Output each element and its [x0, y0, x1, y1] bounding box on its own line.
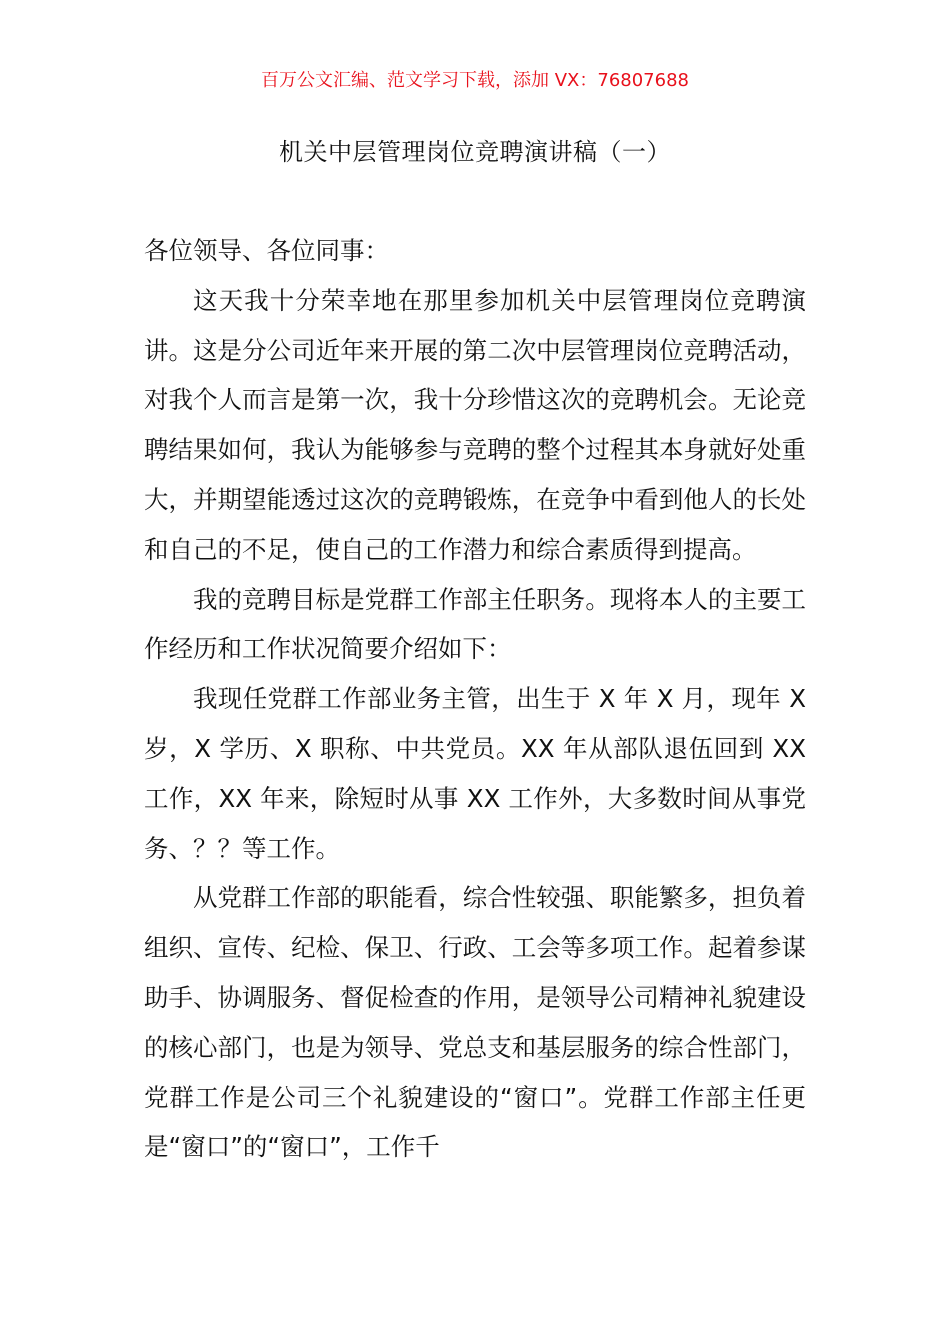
paragraph-background: 我现任党群工作部业务主管，出生于 X 年 X 月，现年 X 岁，X 学历、X 职称、中共党员。XX 年从部队退伍回到 XX 工作，XX 年来，除短时从事 XX 工作外，大多数时间从事党务、？？等工作。 — [144, 684, 806, 863]
salutation: 各位领导、各位同事： — [144, 236, 389, 265]
paragraph-department-role: 从党群工作部的职能看，综合性较强、职能繁多，担负着组织、宣传、纪检、保卫、行政、工会等多项工作。起着参谋助手、协调服务、督促检查的作用，是领导公司精神礼貌建设的核心部门，也是为领导、党总支和基层服务的综合性部门，党群工作是公司三个礼貌建设的“窗口”。党群工作部主任更是“窗口”的“窗口”，工作千 — [144, 883, 806, 1162]
document-title: 机关中层管理岗位竞聘演讲稿（一） — [279, 138, 671, 166]
document-body — [144, 226, 806, 1172]
header-promo-note: 百万公文汇编、范文学习下载，添加 VX：76807688 — [261, 70, 689, 91]
paragraph-intro: 这天我十分荣幸地在那里参加机关中层管理岗位竞聘演讲。这是分公司近年来开展的第二次中层管理岗位竞聘活动，对我个人而言是第一次，我十分珍惜这次的竞聘机会。无论竞聘结果如何，我认为能够参与竞聘的整个过程其本身就好处重大，并期望能透过这次的竞聘锻炼，在竞争中看到他人的长处和自己的不足，使自己的工作潜力和综合素质得到提高。 — [144, 285, 806, 564]
paragraph-goal: 我的竞聘目标是党群工作部主任职务。现将本人的主要工作经历和工作状况简要介绍如下： — [144, 584, 806, 664]
